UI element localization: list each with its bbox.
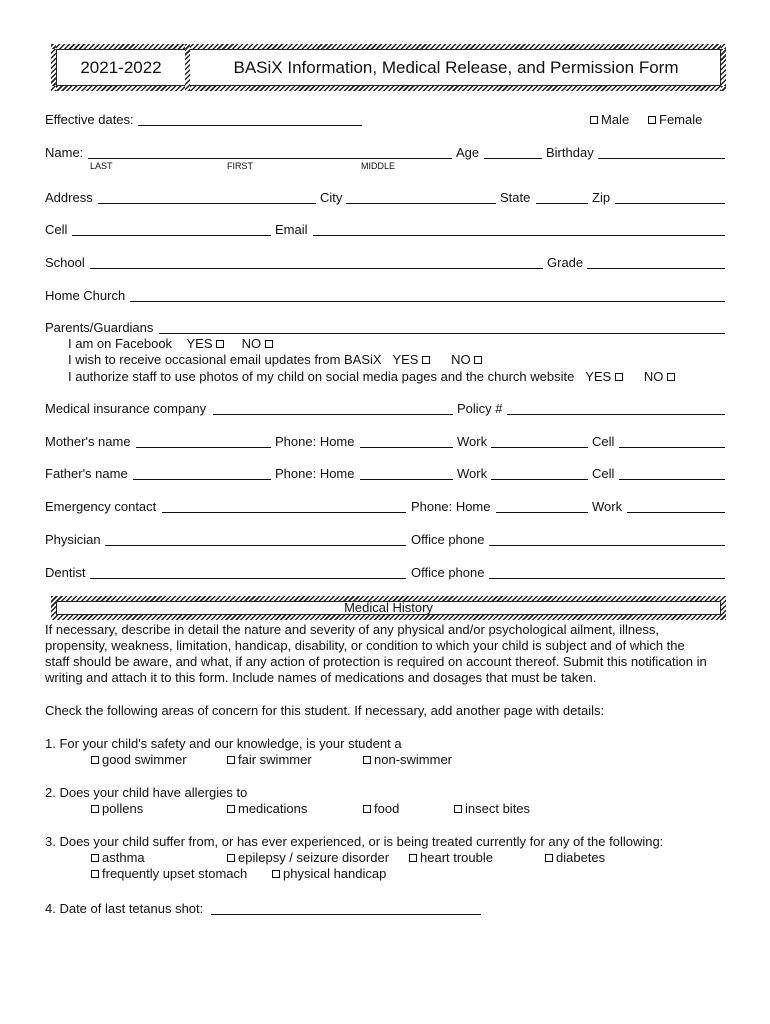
cell-field[interactable] bbox=[72, 235, 271, 236]
pollens-option[interactable]: pollens bbox=[91, 801, 143, 816]
epilepsy-checkbox[interactable] bbox=[227, 854, 235, 862]
dentist-field[interactable] bbox=[90, 578, 406, 579]
female-option[interactable]: Female bbox=[648, 112, 702, 127]
home-church-label: Home Church bbox=[45, 288, 126, 303]
effective-dates-field[interactable] bbox=[138, 125, 362, 126]
dentist-office-phone-field[interactable] bbox=[489, 578, 725, 579]
tetanus-date-field[interactable] bbox=[211, 914, 481, 915]
email-updates-question: I wish to receive occasional email updates from BASiX YES NO bbox=[68, 352, 485, 367]
photos-no-checkbox[interactable] bbox=[667, 373, 675, 381]
parents-label: Parents/Guardians bbox=[45, 320, 154, 335]
medications-option[interactable]: medications bbox=[227, 801, 307, 816]
good-swimmer-checkbox[interactable] bbox=[91, 756, 99, 764]
non-swimmer-option[interactable]: non-swimmer bbox=[363, 752, 452, 767]
medical-history-instructions: If necessary, describe in detail the nature and severity of any physical and/or psychological ailment, illness, propensity, weakness, limitation, handicap, disability, or condition to which your child is subject and of which the staff should be aware, and what, if any action of protection is required on account thereof. Submit this notification in writing and attach it to this form. Include names of medications and dosages that must be taken. bbox=[45, 622, 707, 685]
emergency-home-phone-label: Phone: Home bbox=[411, 499, 491, 514]
physician-office-phone-field[interactable] bbox=[489, 545, 725, 546]
emergency-contact-field[interactable] bbox=[162, 512, 406, 513]
father-cell-label: Cell bbox=[592, 466, 615, 481]
mother-name-label: Mother's name bbox=[45, 434, 131, 449]
email-updates-no-checkbox[interactable] bbox=[474, 356, 482, 364]
father-work-label: Work bbox=[457, 466, 488, 481]
mother-cell-label: Cell bbox=[592, 434, 615, 449]
medical-history-heading: Medical History bbox=[344, 600, 433, 615]
address-label: Address bbox=[45, 190, 93, 205]
email-label: Email bbox=[275, 222, 308, 237]
zip-field[interactable] bbox=[615, 203, 725, 204]
physical-handicap-checkbox[interactable] bbox=[272, 870, 280, 878]
insect-bites-option[interactable]: insect bites bbox=[454, 801, 530, 816]
state-label: State bbox=[500, 190, 531, 205]
father-name-field[interactable] bbox=[133, 479, 271, 480]
dentist-label: Dentist bbox=[45, 565, 86, 580]
physical-handicap-option[interactable]: physical handicap bbox=[272, 866, 386, 881]
father-work-field[interactable] bbox=[491, 479, 588, 480]
name-label: Name: bbox=[45, 145, 84, 160]
diabetes-checkbox[interactable] bbox=[545, 854, 553, 862]
mother-name-field[interactable] bbox=[136, 447, 271, 448]
email-field[interactable] bbox=[313, 235, 725, 236]
father-cell-field[interactable] bbox=[619, 479, 725, 480]
photos-question: I authorize staff to use photos of my child on social media pages and the church website YES NO bbox=[68, 369, 678, 384]
middle-name-caption: MIDDLE bbox=[361, 161, 396, 171]
physician-field[interactable] bbox=[105, 545, 406, 546]
non-swimmer-checkbox[interactable] bbox=[363, 756, 371, 764]
facebook-yes-checkbox[interactable] bbox=[216, 340, 224, 348]
effective-dates-label: Effective dates: bbox=[45, 112, 134, 127]
school-field[interactable] bbox=[90, 268, 543, 269]
email-updates-yes-checkbox[interactable] bbox=[422, 356, 430, 364]
mother-work-field[interactable] bbox=[491, 447, 588, 448]
heart-trouble-checkbox[interactable] bbox=[409, 854, 417, 862]
dentist-office-phone-label: Office phone bbox=[411, 565, 485, 580]
good-swimmer-option[interactable]: good swimmer bbox=[91, 752, 187, 767]
address-field[interactable] bbox=[98, 203, 316, 204]
father-name-label: Father's name bbox=[45, 466, 128, 481]
school-label: School bbox=[45, 255, 85, 270]
parents-field[interactable] bbox=[159, 333, 725, 334]
cell-label: Cell bbox=[45, 222, 68, 237]
insurance-company-label: Medical insurance company bbox=[45, 401, 207, 416]
name-field[interactable] bbox=[88, 158, 452, 159]
fair-swimmer-option[interactable]: fair swimmer bbox=[227, 752, 312, 767]
food-option[interactable]: food bbox=[363, 801, 399, 816]
father-home-phone-label: Phone: Home bbox=[275, 466, 355, 481]
policy-field[interactable] bbox=[507, 414, 725, 415]
q1-swimming-question: 1. For your child's safety and our knowledge, is your student a bbox=[45, 736, 402, 751]
male-checkbox[interactable] bbox=[590, 116, 598, 124]
food-checkbox[interactable] bbox=[363, 805, 371, 813]
age-field[interactable] bbox=[484, 158, 542, 159]
physician-label: Physician bbox=[45, 532, 101, 547]
upset-stomach-option[interactable]: frequently upset stomach bbox=[91, 866, 247, 881]
photos-yes-checkbox[interactable] bbox=[615, 373, 623, 381]
medications-checkbox[interactable] bbox=[227, 805, 235, 813]
first-name-caption: FIRST bbox=[227, 161, 253, 171]
epilepsy-option[interactable]: epilepsy / seizure disorder bbox=[227, 850, 389, 865]
fair-swimmer-checkbox[interactable] bbox=[227, 756, 235, 764]
emergency-contact-label: Emergency contact bbox=[45, 499, 157, 514]
female-checkbox[interactable] bbox=[648, 116, 656, 124]
city-label: City bbox=[320, 190, 343, 205]
father-home-phone-field[interactable] bbox=[360, 479, 453, 480]
asthma-checkbox[interactable] bbox=[91, 854, 99, 862]
q3-conditions-question: 3. Does your child suffer from, or has ever experienced, or is being treated currently for any of the following: bbox=[45, 834, 664, 849]
mother-work-label: Work bbox=[457, 434, 488, 449]
upset-stomach-checkbox[interactable] bbox=[91, 870, 99, 878]
mother-cell-field[interactable] bbox=[619, 447, 725, 448]
last-name-caption: LAST bbox=[90, 161, 113, 171]
grade-field[interactable] bbox=[587, 268, 725, 269]
emergency-work-label: Work bbox=[592, 499, 623, 514]
mother-home-phone-field[interactable] bbox=[360, 447, 453, 448]
state-field[interactable] bbox=[536, 203, 588, 204]
policy-label: Policy # bbox=[457, 401, 503, 416]
male-option[interactable]: Male bbox=[590, 112, 629, 127]
insect-bites-checkbox[interactable] bbox=[454, 805, 462, 813]
mother-home-phone-label: Phone: Home bbox=[275, 434, 355, 449]
emergency-home-phone-field[interactable] bbox=[496, 512, 588, 513]
facebook-question: I am on Facebook YES NO bbox=[68, 336, 276, 351]
grade-label: Grade bbox=[547, 255, 584, 270]
emergency-work-field[interactable] bbox=[627, 512, 725, 513]
diabetes-option[interactable]: diabetes bbox=[545, 850, 605, 865]
birthday-label: Birthday bbox=[546, 145, 594, 160]
birthday-field[interactable] bbox=[598, 158, 725, 159]
home-church-field[interactable] bbox=[130, 301, 725, 302]
form-title: BASiX Information, Medical Release, and Permission Form bbox=[233, 58, 679, 77]
zip-label: Zip bbox=[592, 190, 611, 205]
form-year: 2021-2022 bbox=[80, 58, 162, 77]
facebook-no-checkbox[interactable] bbox=[265, 340, 273, 348]
insurance-company-field[interactable] bbox=[213, 414, 453, 415]
q2-allergies-question: 2. Does your child have allergies to bbox=[45, 785, 248, 800]
q4-tetanus-question: 4. Date of last tetanus shot: bbox=[45, 901, 204, 916]
heart-trouble-option[interactable]: heart trouble bbox=[409, 850, 493, 865]
areas-of-concern-text: Check the following areas of concern for this student. If necessary, add another page with details: bbox=[45, 703, 605, 718]
age-label: Age bbox=[456, 145, 480, 160]
city-field[interactable] bbox=[346, 203, 496, 204]
physician-office-phone-label: Office phone bbox=[411, 532, 485, 547]
asthma-option[interactable]: asthma bbox=[91, 850, 145, 865]
pollens-checkbox[interactable] bbox=[91, 805, 99, 813]
